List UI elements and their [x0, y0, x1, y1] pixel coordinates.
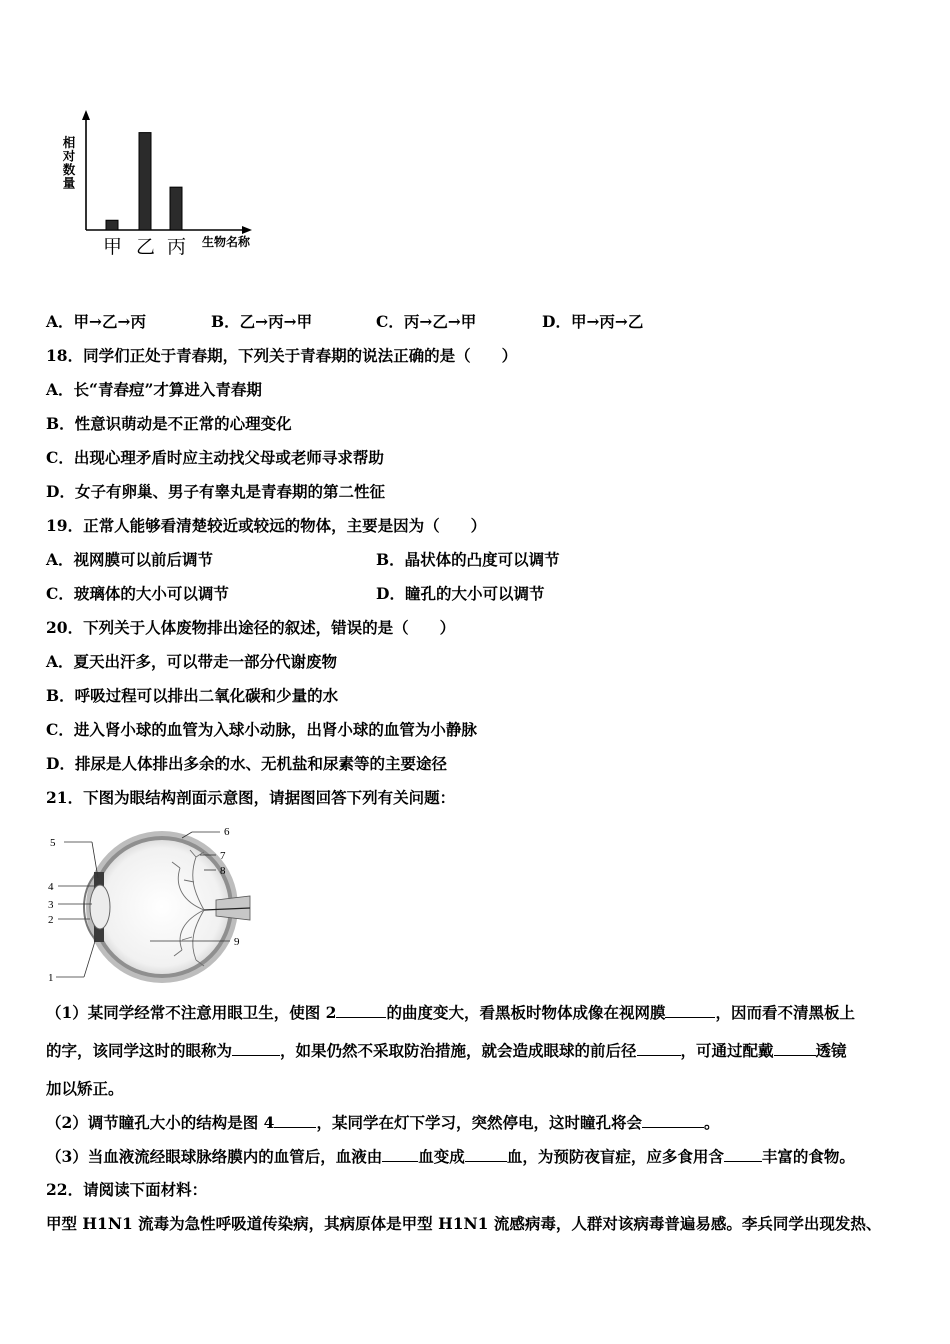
category-label: 丙: [167, 236, 187, 258]
answer-blank[interactable]: [637, 1040, 681, 1056]
x-axis-arrow: [242, 226, 252, 234]
answer-blank[interactable]: [642, 1112, 704, 1128]
y-axis-label: 相对数量: [61, 136, 75, 190]
answer-blank[interactable]: [665, 1002, 715, 1018]
q22-stem: 22．请阅读下面材料：: [46, 1180, 208, 1199]
bar-丙: [170, 187, 182, 230]
answer-blank[interactable]: [232, 1040, 280, 1056]
answer-blank[interactable]: [465, 1146, 507, 1162]
eye-label-7: 7: [220, 850, 226, 862]
q20-option-d[interactable]: D．排尿是人体排出多余的水、无机盐和尿素等的主要途径: [46, 754, 447, 773]
answer-blank[interactable]: [274, 1112, 316, 1128]
q20-option-a[interactable]: A．夏天出汗多，可以带走一部分代谢废物: [46, 652, 338, 671]
q19-stem: 19．正常人能够看清楚较近或较远的物体，主要是因为（ ）: [46, 516, 487, 535]
answer-blank[interactable]: [336, 1002, 386, 1018]
q19-option-b[interactable]: B．晶状体的凸度可以调节: [376, 550, 560, 569]
category-label: 甲: [103, 236, 123, 258]
q18-option-b[interactable]: B．性意识萌动是不正常的心理变化: [46, 414, 292, 433]
category-label: 乙: [136, 236, 156, 258]
q21-part1: （1）某同学经常不注意用眼卫生，使图 2 的曲度变大，看黑板时物体成像在视网膜 ，因而看不清黑板上 的字，该同学这时的眼称为 ，如果仍然不采取防治措施，就会造成眼球的前后径 ，可通过配戴 透镜 加以矫正。: [46, 1003, 855, 1098]
q17-option-b[interactable]: B．乙→丙→甲: [211, 312, 313, 331]
eye-label-5: 5: [50, 837, 56, 849]
q20-stem: 20．下列关于人体废物排出途径的叙述，错误的是（ ）: [46, 618, 456, 637]
x-axis-label: 生物名称: [202, 235, 251, 249]
eye-label-2: 2: [48, 914, 54, 926]
q21-stem: 21．下图为眼结构剖面示意图，请据图回答下列有关问题：: [46, 788, 456, 807]
answer-blank[interactable]: [382, 1146, 418, 1162]
eye-label-4: 4: [48, 881, 54, 893]
eye-label-9: 9: [234, 936, 240, 948]
q20-option-c[interactable]: C．进入肾小球的血管为入球小动脉，出肾小球的血管为小静脉: [46, 720, 477, 739]
eye-diagram: [44, 822, 264, 988]
q21-part2: （2）调节瞳孔大小的结构是图 4 ，某同学在灯下学习，突然停电，这时瞳孔将会 。: [46, 1113, 720, 1132]
q22-text: 甲型 H1N1 流毒为急性呼吸道传染病，其病原体是甲型 H1N1 流感病毒，人群对该病毒普遍易感。李兵同学出现发热、: [46, 1214, 882, 1233]
bar-甲: [106, 220, 118, 230]
bar-chart: [60, 108, 280, 258]
lens: [90, 885, 110, 929]
q19-option-c[interactable]: C．玻璃体的大小可以调节: [46, 584, 229, 603]
y-axis-arrow: [82, 110, 90, 120]
answer-blank[interactable]: [724, 1146, 762, 1162]
eye-label-3: 3: [48, 899, 54, 911]
q17-option-d[interactable]: D．甲→丙→乙: [542, 312, 644, 331]
q18-option-d[interactable]: D．女子有卵巢、男子有睾丸是青春期的第二性征: [46, 482, 385, 501]
q19-option-d[interactable]: D．瞳孔的大小可以调节: [376, 584, 545, 603]
eye-label-6: 6: [224, 826, 230, 838]
q17-option-a[interactable]: A．甲→乙→丙: [46, 312, 147, 331]
answer-blank[interactable]: [774, 1040, 816, 1056]
q18-stem: 18．同学们正处于青春期，下列关于青春期的说法正确的是（ ）: [46, 346, 518, 365]
eye-label-1: 1: [48, 972, 54, 984]
q21-part3: （3）当血液流经眼球脉络膜内的血管后，血液由 血变成 血，为预防夜盲症，应多食用含 丰富的食物。: [46, 1147, 855, 1166]
q20-option-b[interactable]: B．呼吸过程可以排出二氧化碳和少量的水: [46, 686, 339, 705]
bar-乙: [139, 133, 151, 230]
q18-option-a[interactable]: A．长“青春痘”才算进入青春期: [46, 380, 262, 399]
q18-option-c[interactable]: C．出现心理矛盾时应主动找父母或老师寻求帮助: [46, 448, 384, 467]
q17-option-c[interactable]: C．丙→乙→甲: [376, 312, 477, 331]
q19-option-a[interactable]: A．视网膜可以前后调节: [46, 550, 214, 569]
eye-label-8: 8: [220, 865, 226, 877]
retina-layer: [95, 840, 229, 974]
